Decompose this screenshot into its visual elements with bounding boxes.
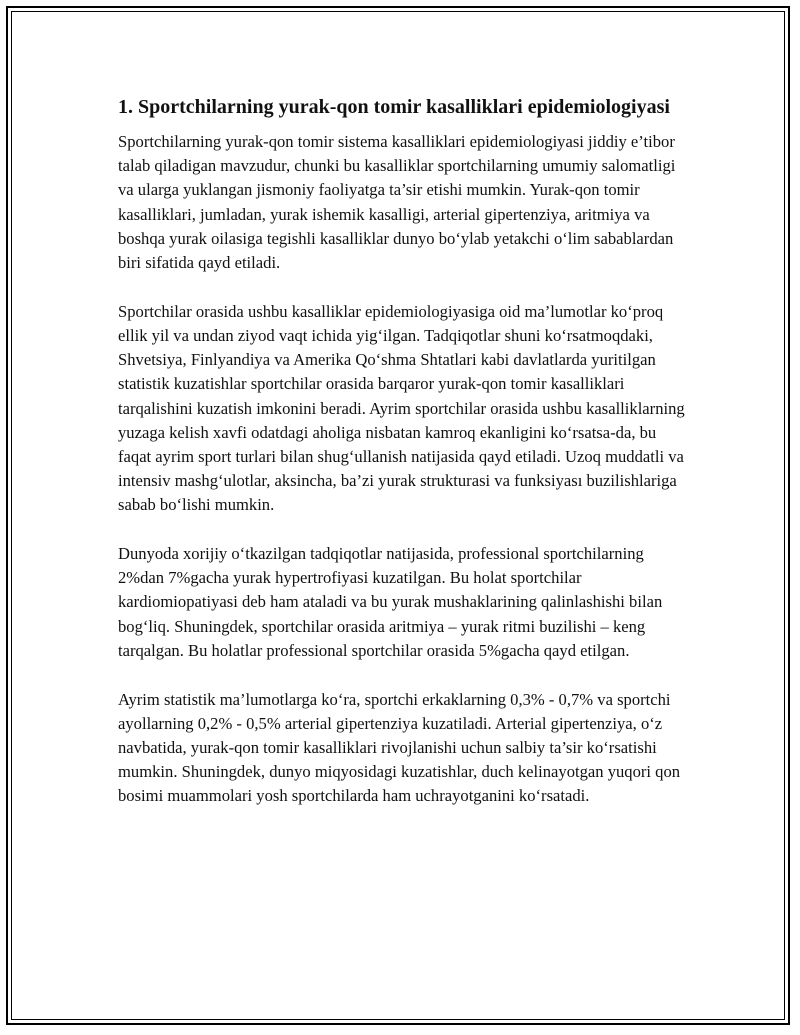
section-heading: 1. Sportchilarning yurak-qon tomir kasalliklari epidemiologiyasi xyxy=(118,96,670,118)
paragraph-4: Ayrim statistik ma’lumotlarga ko‘ra, sportchi erkaklarning 0,3% - 0,7% va sportchi ayollarning 0,2% - 0,5% arterial gipertenziya kuzatiladi. Arterial gipertenziya, o‘z navbatida, yurak-qon tomir kasalliklari rivojlanishi uchun salbiy ta’sir ko‘rsatishi mumkin. Shuningdek, dunyo miqyosidagi kuzatishlar, duch kelinayotgan yuqori qon bosimi muammolari yosh sportchilarda ham uchrayotganini ko‘rsatadi. xyxy=(118,689,681,806)
paragraph-2: Sportchilar orasida ushbu kasalliklar epidemiologiyasiga oid ma’lumotlar ko‘proq ellik yil va undan ziyod vaqt ichida yig‘ilgan. Tadqiqotlar shuni ko‘rsatmoqdaki, Shvetsiya, Finlyandiya va Amerika Qo‘shma Shtatlari kabi davlatlarda yuritilgan statistik kuzatishlar sportchilar orasida barqaror yurak-qon tomir kasalliklari tarqalishini kuzatish imkonini beradi. Ayrim sportchilar orasida ushbu kasalliklarning yuzaga kelish xavfi odatdagi aholiga nisbatan kamroq ekanligini ko‘rsatsa-da, bu faqat ayrim sport turlari bilan shug‘ullanish natijasida qayd etiladi. Uzoq muddatli va intensiv mashg‘ulotlar, aksincha, ba’zi yurak strukturasi va funksiyası buzilishlariga sabab bo‘lishi mumkin. xyxy=(118,301,685,515)
paragraph-1: Sportchilarning yurak-qon tomir sistema kasalliklari epidemiologiyasi jiddiy e’tibor talab qiladigan mavzudur, chunki bu kasalliklar sportchilarning umumiy salomatligi va ularga yuklangan jismoniy faoliyatga ta’sir etishi mumkin. Yurak-qon tomir kasalliklari, jumladan, yurak ishemik kasalligi, arterial gipertenziya, aritmiya va boshqa yurak oilasiga tegishli kasalliklar dunyo bo‘ylab yetakchi o‘lim sabablardan biri sifatida qayd etiladi. xyxy=(118,132,676,273)
document-body xyxy=(118,93,688,833)
paragraph-3: Dunyoda xorijiy o‘tkazilgan tadqiqotlar natijasida, professional sportchilarning 2%dan 7%gacha yurak hypertrofiyasi kuzatilgan. Bu holat sportchilar kardiomiopatiyasi deb ham ataladi va bu yurak mushaklarining qalinlashishi bilan bog‘liq. Shuningdek, sportchilar orasida aritmiya – yurak ritmi buzilishi – keng tarqalgan. Bu holatlar professional sportchilar orasida 5%gacha qayd etilgan. xyxy=(118,544,663,660)
